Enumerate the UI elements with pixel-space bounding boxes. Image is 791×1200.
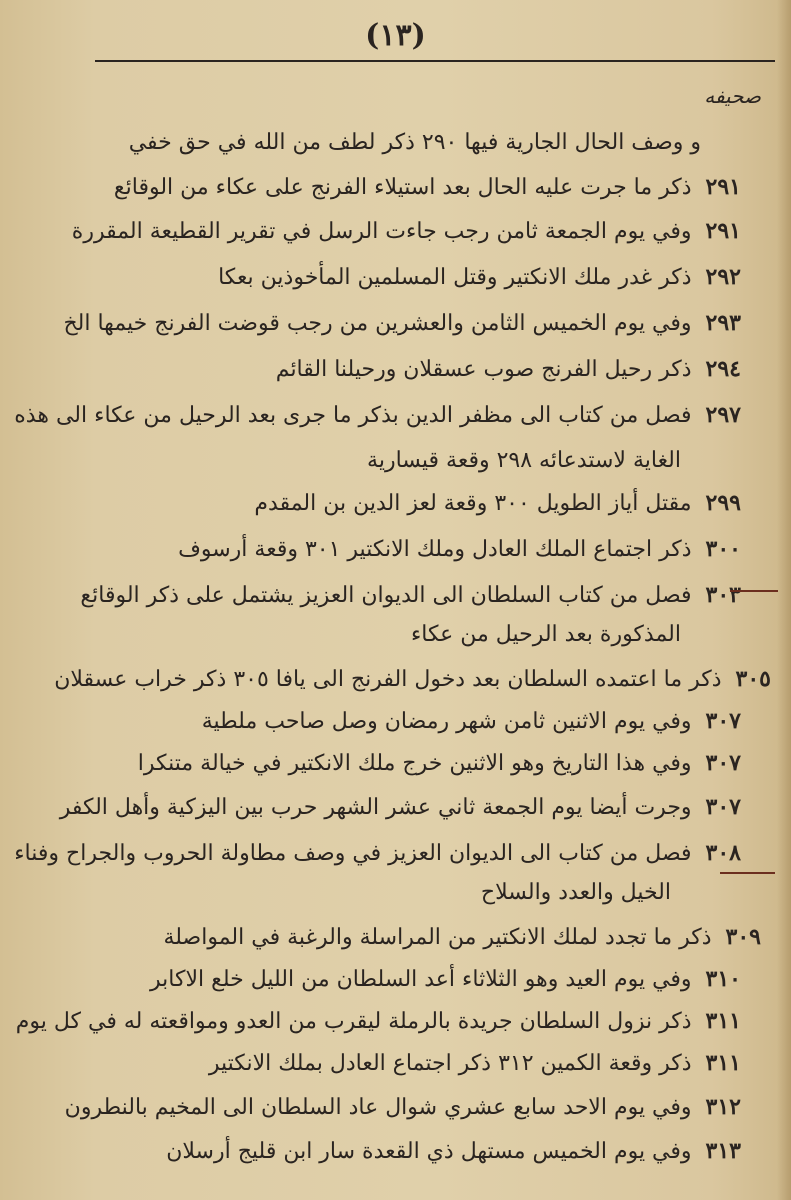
entry-text: وجرت أيضا يوم الجمعة ثاني عشر الشهر حرب بين اليزكية وأهل الكفر [59, 795, 692, 820]
entry-text: فصل من كتاب الى مظفر الدين بذكر ما جرى بعد الرحيل من عكاء الى هذه [14, 403, 692, 428]
toc-entry [166, 1136, 741, 1167]
entry-number: ٣٠٨ [705, 840, 741, 866]
entry-number: ٢٩٤ [705, 356, 741, 382]
toc-entry [254, 488, 741, 519]
toc-entry [60, 792, 741, 823]
toc-entry [129, 128, 701, 158]
entry-number: ٢٩١ [705, 218, 741, 244]
entry-number: ٢٩١ [705, 174, 741, 200]
entry-number: ٣١٢ [705, 1094, 741, 1120]
toc-entry-continuation [481, 878, 671, 908]
margin-mark [730, 590, 778, 592]
entry-text: فصل من كتاب السلطان الى الديوان العزيز يشتمل على ذكر الوقائع [80, 583, 692, 608]
toc-entry [80, 580, 741, 611]
entry-text: وفي يوم الاثنين ثامن شهر رمضان وصل صاحب ملطية [201, 709, 692, 734]
entry-number: ٣٠٩ [725, 924, 761, 950]
entry-text: مقتل أياز الطويل ٣٠٠ وقعة لعز الدين بن المقدم [254, 491, 692, 516]
toc-entry [150, 964, 741, 995]
toc-entry [65, 1092, 741, 1123]
toc-entry [63, 308, 741, 339]
entry-number: ٣٠٧ [705, 794, 741, 820]
page-spine-shadow [777, 0, 791, 1200]
toc-entry [16, 1006, 741, 1037]
entry-number: ٣١١ [705, 1050, 741, 1076]
entry-number: ٣١١ [705, 1008, 741, 1034]
entry-text: وفي يوم الخميس الثامن والعشرين من رجب قوضت الفرنج خيمها الخ [63, 311, 692, 336]
entry-number: ٣٠٣ [705, 582, 741, 608]
margin-mark [720, 872, 775, 874]
toc-entry-continuation [367, 446, 681, 476]
toc-entry [163, 922, 761, 953]
entry-number: ٢٩٣ [705, 310, 741, 336]
toc-entry [138, 748, 741, 779]
entry-text: ذكر ما اعتمده السلطان بعد دخول الفرنج الى يافا ٣٠٥ ذكر خراب عسقلان [54, 667, 722, 692]
entry-text: وفي هذا التاريخ وهو الاثنين خرج ملك الانكتير في خيالة متنكرا [137, 751, 692, 776]
entry-text: ذكر رحيل الفرنج صوب عسقلان ورحيلنا القائم [275, 357, 692, 382]
entry-number: ٣١٠ [705, 966, 741, 992]
entry-number: ٢٩٩ [705, 490, 741, 516]
entry-text: ذكر ما جرت عليه الحال بعد استيلاء الفرنج على عكاء من الوقائع [113, 175, 692, 200]
entry-text: الغاية لاستدعائه ٢٩٨ وقعة قيسارية [367, 448, 681, 473]
toc-entry [178, 534, 741, 565]
entry-number: ٣٠٧ [705, 750, 741, 776]
entry-text: ذكر غدر ملك الانكتير وقتل المسلمين المأخوذين بعكا [218, 265, 692, 290]
toc-entry [276, 354, 741, 385]
entry-text: و وصف الحال الجارية فيها ٢٩٠ ذكر لطف من الله في حق خفي [128, 130, 701, 155]
toc-entry [209, 1048, 741, 1079]
entry-number: ٣٠٧ [705, 708, 741, 734]
top-rule [95, 60, 775, 62]
entry-text: وفي يوم الخميس مستهل ذي القعدة سار ابن قليج أرسلان [166, 1139, 692, 1164]
entry-text: وفي يوم الاحد سابع عشري شوال عاد السلطان الى المخيم بالنطرون [64, 1095, 692, 1120]
toc-entry [72, 216, 741, 247]
entry-number: ٣٠٥ [735, 666, 771, 692]
entry-number: ٣١٣ [705, 1138, 741, 1164]
toc-entry [202, 706, 741, 737]
entry-text: المذكورة بعد الرحيل من عكاء [410, 622, 681, 647]
toc-entry [114, 172, 741, 203]
entry-number: ٣٠٠ [705, 536, 741, 562]
entry-text: ذكر وقعة الكمين ٣١٢ ذكر اجتماع العادل بملك الانكتير [208, 1051, 692, 1076]
page-number: (١٣) [365, 18, 426, 53]
entry-text: وفي يوم العيد وهو الثلاثاء أعد السلطان من الليل خلع الاكابر [150, 967, 692, 992]
entry-text: فصل من كتاب الى الديوان العزيز في وصف مطاولة الحروب والجراح وفناء [14, 841, 692, 866]
entry-text: ذكر نزول السلطان جريدة بالرملة ليقرب من العدو ومواقعته له في كل يوم [15, 1009, 692, 1034]
header-label: صحيفه [704, 84, 761, 108]
toc-entry [14, 838, 741, 869]
entry-text: ذكر ما تجدد لملك الانكتير من المراسلة والرغبة في المواصلة [163, 925, 712, 950]
toc-entry [218, 262, 741, 293]
toc-entry [14, 400, 741, 431]
entry-number: ٢٩٧ [705, 402, 741, 428]
toc-entry-continuation [411, 620, 681, 650]
toc-entry [54, 664, 771, 695]
entry-text: الخيل والعدد والسلاح [480, 880, 671, 905]
entry-number: ٢٩٢ [705, 264, 741, 290]
entry-text: وفي يوم الجمعة ثامن رجب جاءت الرسل في تقرير القطيعة المقررة [71, 219, 692, 244]
entry-text: ذكر اجتماع الملك العادل وملك الانكتير ٣٠١ وقعة أرسوف [178, 537, 692, 562]
